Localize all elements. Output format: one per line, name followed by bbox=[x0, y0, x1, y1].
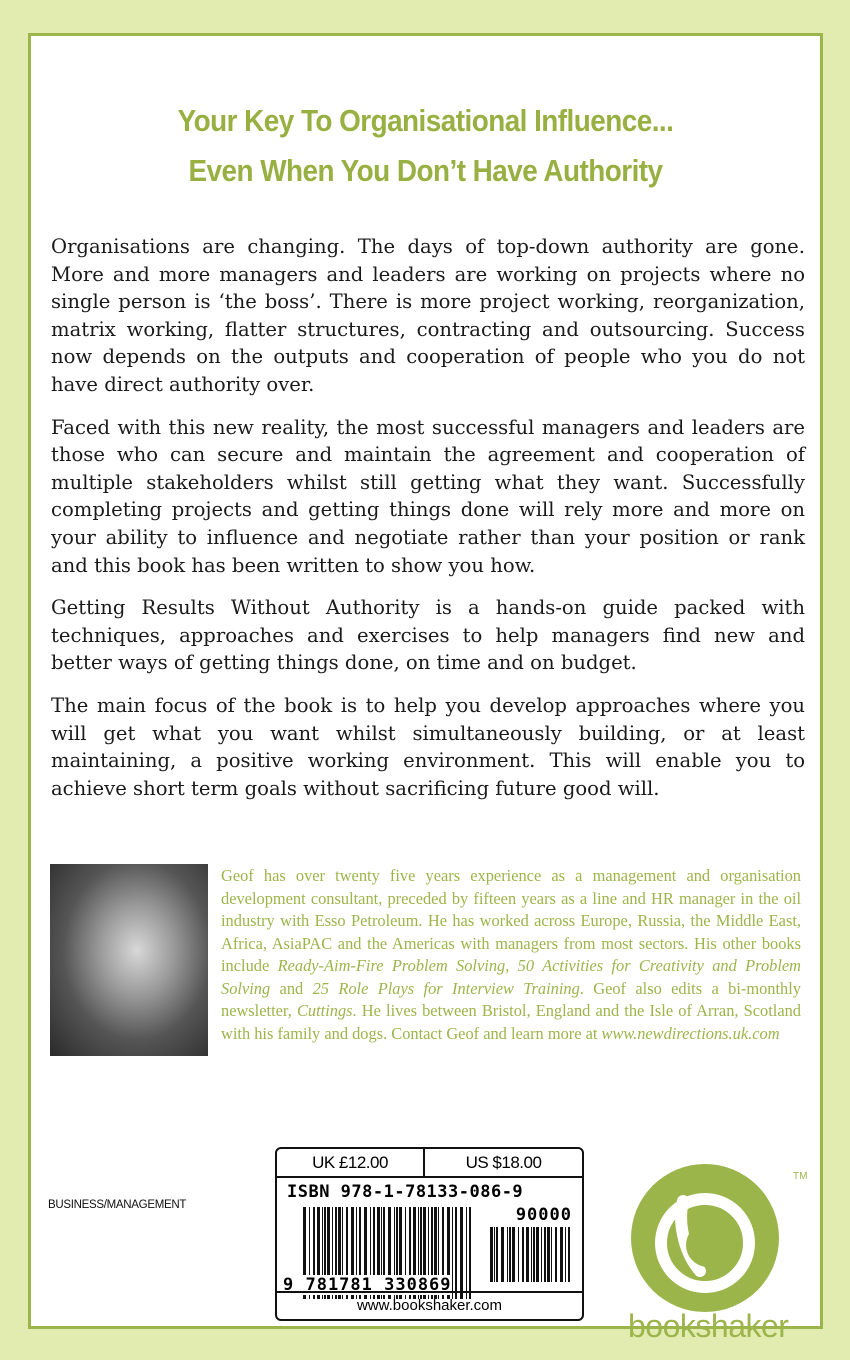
bio-text: and bbox=[270, 978, 313, 998]
bookshaker-logo-icon bbox=[628, 1161, 783, 1316]
headline-line-1: Your Key To Organisational Influence... bbox=[177, 103, 674, 138]
barcode-bar bbox=[541, 1227, 542, 1282]
barcode-bar bbox=[452, 1207, 453, 1299]
barcode-bar bbox=[455, 1207, 457, 1299]
barcode-bar bbox=[551, 1227, 552, 1282]
back-cover-frame bbox=[28, 33, 823, 1344]
barcode-bar bbox=[531, 1227, 532, 1282]
headline bbox=[70, 96, 780, 196]
barcode-bar bbox=[522, 1227, 524, 1282]
blurb-paragraph: Getting Results Without Authority is a hands-on guide packed with techniques, approaches and exercises to help managers find new and better ways of getting things done, on time and on budget. bbox=[51, 596, 805, 675]
author-bio bbox=[221, 865, 801, 1045]
author-photo bbox=[50, 864, 208, 1056]
trademark-mark: TM bbox=[793, 1171, 808, 1182]
bio-text: . Geof also edits a bi-monthly newsletter, bbox=[221, 978, 801, 1020]
barcode-bar bbox=[547, 1227, 550, 1282]
barcode-bar bbox=[536, 1227, 539, 1282]
bio-newsletter-title: Cuttings bbox=[296, 1001, 353, 1020]
bio-website: www.newdirections.uk.com bbox=[601, 1023, 780, 1043]
price-uk: UK £12.00 bbox=[277, 1149, 425, 1176]
price-row bbox=[277, 1149, 582, 1178]
blurb-paragraph: Organisations are changing. The days of top-down authority are gone. More and more managers and leaders are working on projects where no single person is ‘the boss’. There is more project working, reorganization, matrix working, flatter structures, contracting and outsourcing. Success now depends on the outputs and cooperation of people who you do not have direct authority over. bbox=[51, 235, 805, 396]
barcode-bar bbox=[526, 1227, 529, 1282]
barcode-bar bbox=[560, 1227, 563, 1282]
barcode-bar bbox=[509, 1227, 511, 1282]
price-us: US $18.00 bbox=[465, 1153, 542, 1172]
publisher-name: bookshaker bbox=[628, 1308, 789, 1344]
barcode-bar bbox=[501, 1227, 504, 1282]
bio-book-title: Ready-Aim-Fire Problem Solving, 50 Activities for Creativity and Problem Solving bbox=[221, 956, 801, 998]
barcode-bar bbox=[507, 1227, 508, 1282]
barcode-bar bbox=[518, 1227, 519, 1282]
barcode-bar bbox=[494, 1227, 495, 1282]
barcode-bar bbox=[544, 1227, 546, 1282]
barcode-bar bbox=[496, 1227, 498, 1282]
barcode-bar bbox=[533, 1227, 535, 1282]
blurb bbox=[51, 233, 805, 817]
barcode-bar bbox=[565, 1227, 566, 1282]
bio-book-title: 25 Role Plays for Interview Training bbox=[312, 978, 580, 998]
bio-text: Geof has over twenty five years experience as a management and organisation development consultant, preceded by fifteen years as a line and HR manager in the oil industry with Esso Petroleum. He has worked across Europe, Russia, the Middle East, Africa, AsiaPAC and the Americas with managers from most sectors. His other books include bbox=[221, 866, 801, 975]
addon-number: 90000 bbox=[515, 1205, 572, 1225]
category-label: BUSINESS/MANAGEMENT bbox=[48, 1199, 187, 1211]
blurb-paragraph: The main focus of the book is to help you develop approaches where you will get what you want whilst simultaneously building, or at least maintaining, a positive working environment. This will enable you to achieve short term goals without sacrificing future good will. bbox=[51, 693, 805, 800]
barcode-box bbox=[275, 1147, 584, 1321]
barcode-bar bbox=[555, 1227, 557, 1282]
headline-line-2: Even When You Don’t Have Authority bbox=[188, 153, 663, 188]
bio-text: . He lives between Bristol, England and the Isle of Arran, Scotland with his family and dogs. Contact Geof and learn more at bbox=[221, 1001, 801, 1043]
addon-barcode bbox=[490, 1227, 573, 1282]
barcode-bar bbox=[490, 1227, 493, 1282]
barcode-bar bbox=[568, 1227, 570, 1282]
publisher-url: www.bookshaker.com bbox=[277, 1291, 582, 1319]
ean-number: 9 781781 330869 bbox=[283, 1275, 452, 1295]
barcode-bar bbox=[469, 1207, 471, 1299]
barcode-bar bbox=[512, 1227, 515, 1282]
isbn-text: ISBN 978-1-78133-086-9 bbox=[287, 1182, 524, 1202]
blurb-paragraph: Faced with this new reality, the most successful managers and leaders are those who can secure and maintain the agreement and cooperation of multiple stakeholders whilst still getting what they want. Successfully completing projects and getting things done will rely more and more on your ability to influence and negotiate rather than your position or rank and this book has been written to show you how. bbox=[51, 415, 805, 577]
barcode-bar bbox=[460, 1207, 463, 1299]
barcode-bar bbox=[466, 1207, 467, 1299]
